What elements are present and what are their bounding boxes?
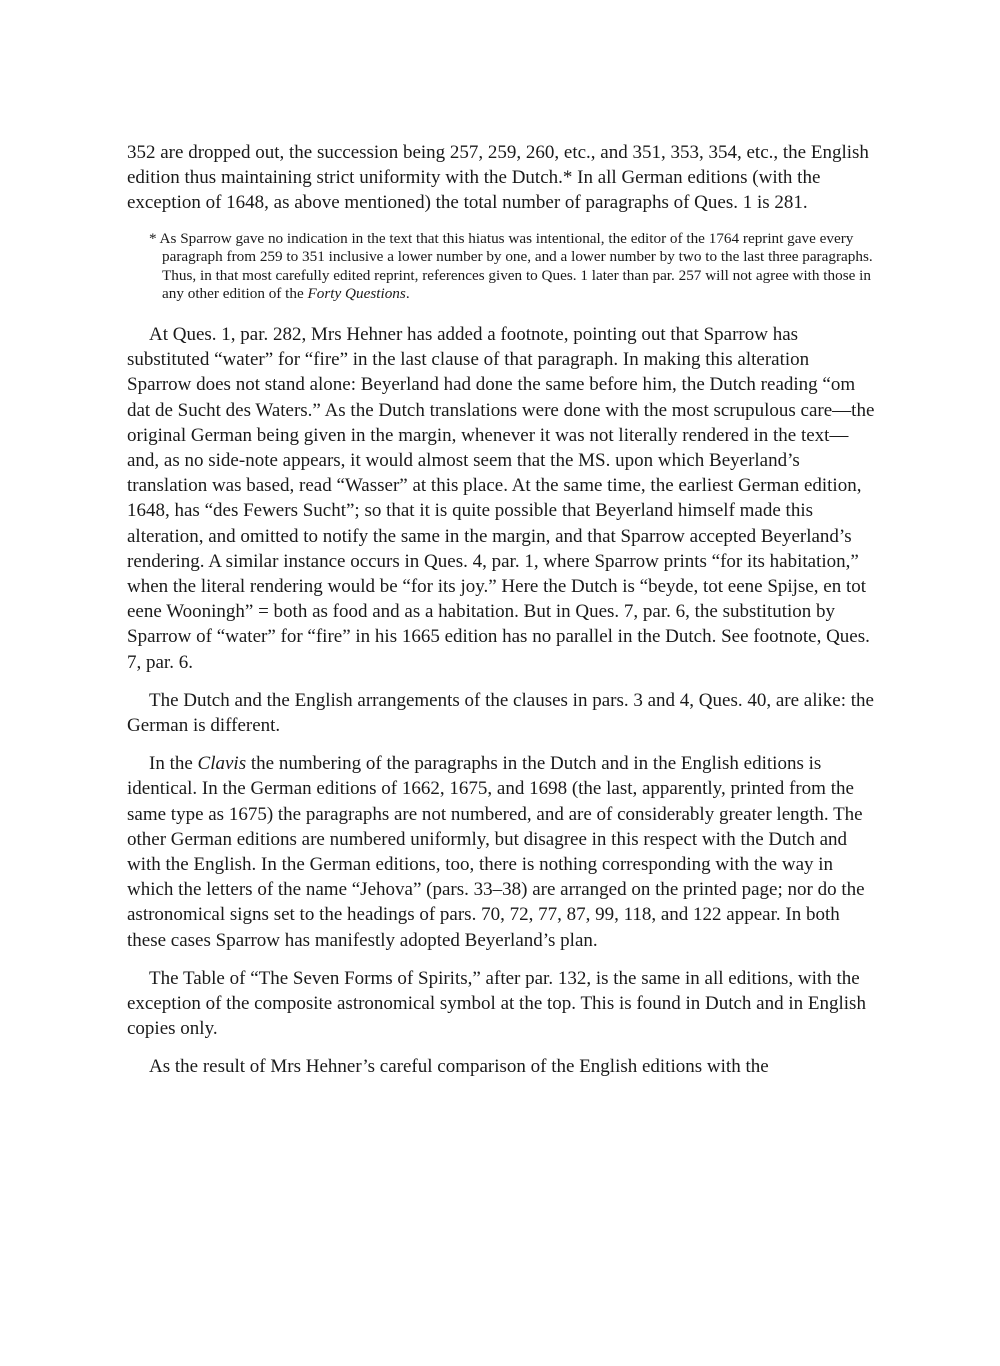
footnote-end: . (405, 285, 410, 303)
paragraph-6: As the result of Mrs Hehner’s careful comparison of the English editions with the (149, 1056, 769, 1078)
paragraph-3: The Dutch and the English arrangements of the clauses in pars. 3 and 4, Ques. 40, are alike: the German is different. (127, 689, 874, 737)
paragraph-1: 352 are dropped out, the succession being 257, 259, 260, etc., and 351, 353, 354, etc., the English edition thus maintaining strict uniformity with the Dutch.* In all German editions (with the exception of 1648, as above mentioned) the total number of paragraphs of Ques. 1 is 281. (127, 142, 869, 214)
document-page (127, 140, 875, 1093)
footnote-text: * As Sparrow gave no indication in the text that this hiatus was intentional, the editor of the 1764 reprint gave every paragraph from 259 to 351 inclusive a lower number by one, and a lower number by two to the last three paragraphs. Thus, in that most carefully edited reprint, references given to Ques. 1 later than par. 257 will not agree with those in any other edition of the (149, 229, 873, 303)
paragraph-4-lead: In the (149, 753, 198, 775)
footnote-italic-title: Forty Questions (307, 285, 406, 303)
paragraph-4-italic: Clavis (197, 753, 247, 775)
footnote (149, 230, 875, 304)
paragraph-4-rest: the numbering of the paragraphs in the Dutch and in the English editions is identical. In the German editions of 1662, 1675, and 1698 (the last, apparently, printed from the same type as 1675) the paragraphs are not numbered, and are of considerably greater length. The other German editions are numbered uniformly, but disagree in this respect with the Dutch and with the English. In the German editions, too, there is nothing corresponding with the way in which the letters of the name “Jehova” (pars. 33–38) are arranged on the printed page; nor do the astronomical signs set to the headings of pars. 70, 72, 77, 87, 99, 118, and 122 appear. In both these cases Sparrow has manifestly adopted Beyerland’s plan. (127, 753, 865, 951)
paragraph-4 (127, 751, 875, 953)
paragraph-2: At Ques. 1, par. 282, Mrs Hehner has added a footnote, pointing out that Sparrow has substituted “water” for “fire” in the last clause of that paragraph. In making this alteration Sparrow does not stand alone: Beyerland had done the same before him, the Dutch reading “om dat de Sucht des Waters.” As the Dutch translations were done with the most scrupulous care—the original German being given in the margin, whenever it was not literally rendered in the text—and, as no side-note appears, it would almost seem that the MS. upon which Beyerland’s translation was based, read “Wasser” at this place. At the same time, the earliest German edition, 1648, has “des Fewers Sucht”; so that it is quite possible that Beyerland himself made this alteration, and omitted to notify the same in the margin, and that Sparrow accepted Beyerland’s rendering. A similar instance occurs in Ques. 4, par. 1, where Sparrow prints “for its habitation,” when the literal rendering would be “for its joy.” Here the Dutch is “beyde, tot eene Spijse, en tot eene Wooningh” = both as food and as a habitation. But in Ques. 7, par. 6, the substitution by Sparrow of “water” for “fire” in his 1665 edition has no parallel in the Dutch. See footnote, Ques. 7, par. 6. (127, 323, 875, 673)
paragraph-5: The Table of “The Seven Forms of Spirits,” after par. 132, is the same in all editions, with the exception of the composite astronomical symbol at the top. This is found in Dutch and in English copies only. (127, 967, 866, 1040)
